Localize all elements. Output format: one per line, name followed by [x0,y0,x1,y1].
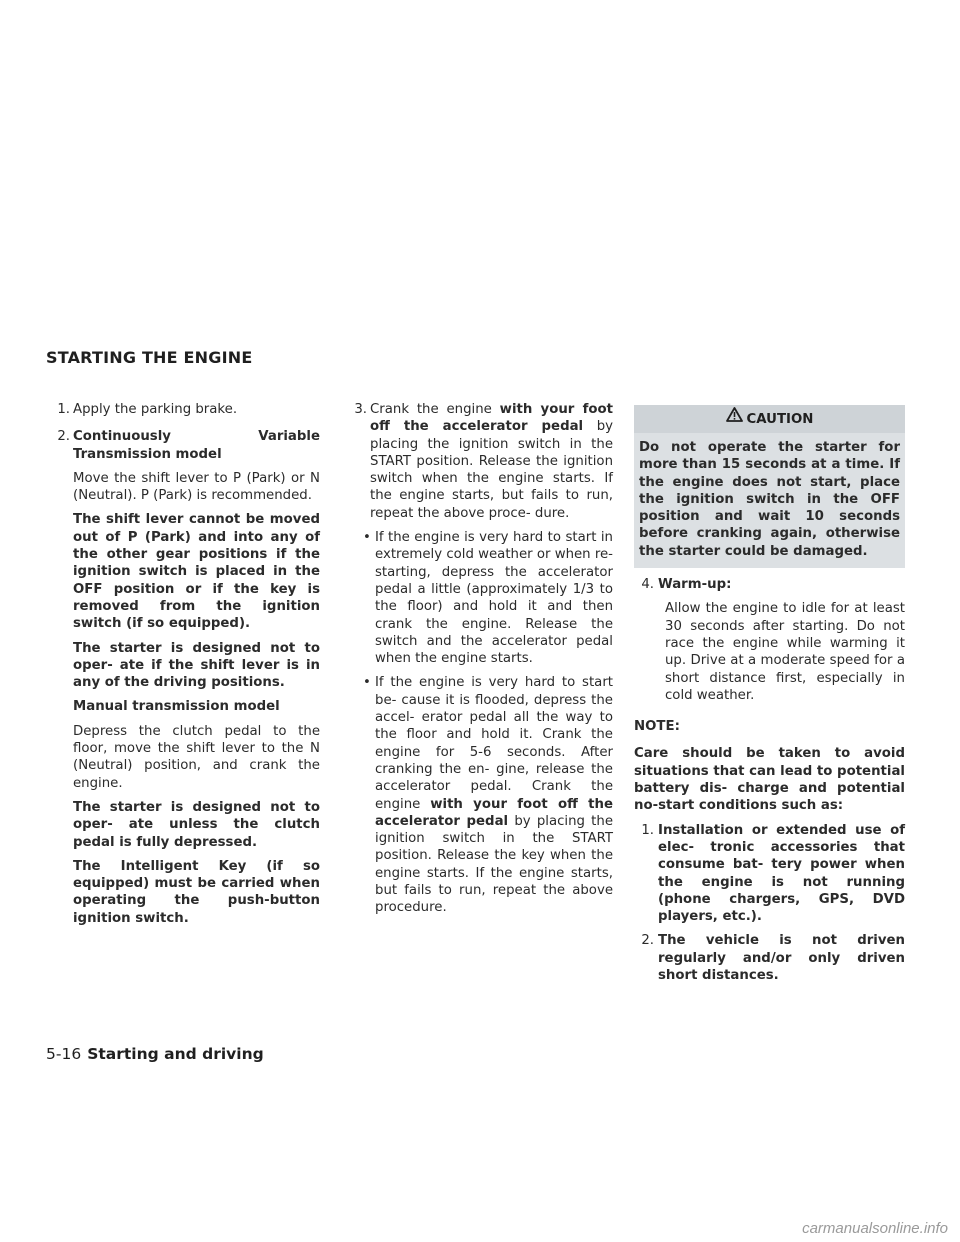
watermark: carmanualsonline.info [802,1220,948,1237]
paragraph: The Intelligent Key (if so equipped) must be carried when operating the push-button ignition switch. [73,858,320,926]
note-item-text: Installation or extended use of elec- tronic accessories that consume bat- tery power when the engine is not running (phone chargers, GPS, DVD players, etc.). [658,822,905,925]
subheading: Manual transmission model [73,699,280,715]
step-text-pre: Crank the engine [370,402,492,417]
step-number: 1. [57,402,70,417]
bullet-dot: • [363,530,371,546]
step-title: Continuously Variable Transmission model [73,429,320,462]
section-title: STARTING THE ENGINE [46,348,253,367]
step-4 [634,576,905,593]
caution-header [634,405,905,433]
caution-label: CAUTION [746,412,814,427]
note-item-number: 1. [641,822,654,838]
bullet-text-post: by placing the ignition switch in the START position. Release the key when the engine starts. If the engine starts, but fails to run, repeat the above procedure. [375,813,613,916]
column-1 [46,401,320,927]
step-3 [343,401,613,522]
page-footer [46,1046,264,1063]
paragraph: Move the shift lever to P (Park) or N (Neutral). P (Park) is recommended. [73,470,320,504]
bullet-text-pre: If the engine is very hard to start be- cause it is flooded, depress the accel- erator pedal all the way to the floor and hold it. Crank the engine for 5-6 seconds. After cranking the en- gine, release the accelerator pedal. Crank the engine [375,675,613,812]
step-text-bold: with your foot off the accelerator pedal [370,402,613,435]
column-2 [343,401,613,917]
step-2 [46,428,320,463]
note-item-text: The vehicle is not driven regularly and/or only driven short distances. [658,933,905,984]
caution-text: Do not operate the starter for more than 15 seconds at a time. If the engine does not start, place the ignition switch in the OFF position and wait 10 seconds before cranking again, otherwise the starter could be damaged. [639,440,900,559]
paragraph: Allow the engine to idle for at least 30 seconds after starting. Do not race the engine while warming it up. Drive at a moderate speed for a short distance first, especially in cold weather. [665,601,905,703]
bullet-text: If the engine is very hard to start in extremely cold weather or when re- starting, depress the accelerator pedal a little (approximately 1/3 to the floor) and hold it and then crank the engine. Release the switch and the accelerator pedal when the engine starts. [375,530,613,667]
paragraph: The starter is designed not to oper- ate if the shift lever is in any of the driving positions. [73,640,320,691]
paragraph: Depress the clutch pedal to the floor, move the shift lever to the N (Neutral) position, and crank the engine. [73,723,320,791]
paragraph: The shift lever cannot be moved out of P (Park) and into any of the other gear positions if the ignition switch is placed in the OFF position or if the key is removed from the ignition switch (if so equipped). [73,512,320,632]
step-number: 2. [57,429,70,445]
bullet-item [343,674,613,916]
note-item-number: 2. [641,933,654,949]
caution-box [634,405,905,568]
note-text: Care should be taken to avoid situations that can lead to potential battery dis- charge and potential no-start conditions such as: [634,746,905,814]
step-title: Warm-up: [658,577,732,593]
step-number: 4. [641,577,654,593]
note-item [634,932,905,984]
bullet-dot: • [363,675,371,691]
column-3 [634,405,905,984]
step-text-post: by placing the ignition switch in the START position. Release the ignition switch when the engine starts. If the engine starts, but fails to run, repeat the above proce- dure. [370,419,613,521]
bullet-text-bold: with your foot off the accelerator pedal [375,796,613,829]
page-number: 5-16 [46,1045,82,1063]
warning-triangle-icon [726,405,743,433]
note-label: NOTE: [634,719,680,735]
note-item [634,822,905,926]
chapter-title: Starting and driving [87,1045,264,1063]
paragraph: The starter is designed not to oper- ate unless the clutch pedal is fully depressed. [73,799,320,850]
step-text: Apply the parking brake. [73,402,238,417]
step-1 [46,401,320,418]
bullet-item [343,529,613,667]
step-number: 3. [354,402,367,417]
